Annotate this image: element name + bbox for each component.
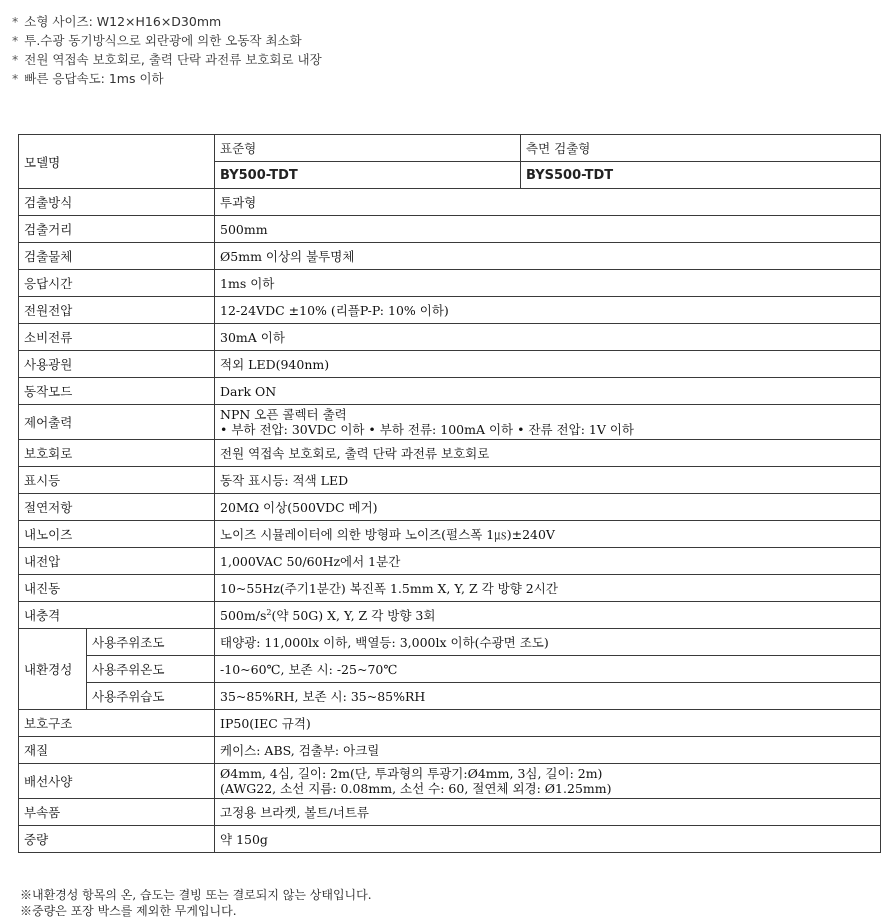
footnote: ※중량은 포장 박스를 제외한 무게입니다. — [20, 904, 237, 918]
sub-label: 사용주위온도 — [87, 656, 215, 683]
row-value: $500m/s^2$(약 50G) X, Y, Z 각 방향 3회 — [215, 602, 881, 629]
table-row — [19, 521, 881, 548]
feature-item: * 투.수광 동기방식으로 외란광에 의한 오동작 최소화 — [12, 33, 302, 48]
control-line-2: • 부하 전압: 30VDC 이하 • 부하 전류: 100mA 이하 • 잔류 전압: 1V 이하 — [220, 422, 634, 437]
row-value: -10~60℃, 보존 시: -25~70℃ — [215, 656, 881, 683]
spec-table — [18, 134, 881, 853]
row-label: 보호구조 — [19, 710, 215, 737]
cable-line-2: (AWG22, 소선 지름: 0.08mm, 소선 수: 60, 절연체 외경: Ø1.25mm) — [220, 781, 612, 796]
row-value: 500mm — [215, 216, 881, 243]
row-value: 케이스: ABS, 검출부: 아크릴 — [215, 737, 881, 764]
cable-line-1: Ø4mm, 4심, 길이: 2m(단, 투과형의 투광기:Ø4mm, 3심, 길이: 2m) — [220, 766, 603, 781]
type-standard: 표준형 — [215, 135, 521, 162]
table-row — [19, 764, 881, 799]
footnotes — [20, 887, 372, 919]
table-row — [19, 324, 881, 351]
row-label: 중량 — [19, 826, 215, 853]
row-value — [215, 405, 881, 440]
table-row — [19, 467, 881, 494]
table-row — [19, 243, 881, 270]
row-value: 30mA 이하 — [215, 324, 881, 351]
row-value: 투과형 — [215, 189, 881, 216]
table-row — [19, 826, 881, 853]
table-row — [19, 297, 881, 324]
table-row — [19, 351, 881, 378]
row-value: 1,000VAC 50/60Hz에서 1분간 — [215, 548, 881, 575]
row-label: 동작모드 — [19, 378, 215, 405]
table-row — [19, 575, 881, 602]
table-row — [19, 216, 881, 243]
row-value: 1ms 이하 — [215, 270, 881, 297]
row-label: 재질 — [19, 737, 215, 764]
model-side: BYS500-TDT — [521, 162, 881, 189]
row-label: 표시등 — [19, 467, 215, 494]
row-label: 검출방식 — [19, 189, 215, 216]
row-label: 부속품 — [19, 799, 215, 826]
table-row — [19, 494, 881, 521]
model-standard: BY500-TDT — [215, 162, 521, 189]
feature-item: * 소형 사이즈: W12×H16×D30mm — [12, 14, 222, 29]
row-value: 적외 LED(940nm) — [215, 351, 881, 378]
table-row — [19, 656, 881, 683]
table-row — [19, 270, 881, 297]
table-row — [19, 683, 881, 710]
table-row — [19, 378, 881, 405]
control-line-1: NPN 오픈 콜렉터 출력 — [220, 407, 347, 422]
row-label: 내전압 — [19, 548, 215, 575]
sub-label: 사용주위습도 — [87, 683, 215, 710]
row-value: 12-24VDC ±10% (리플P-P: 10% 이하) — [215, 297, 881, 324]
row-value: Ø5mm 이상의 불투명체 — [215, 243, 881, 270]
row-label: 사용광원 — [19, 351, 215, 378]
row-value: 전원 역접속 보호회로, 출력 단락 과전류 보호회로 — [215, 440, 881, 467]
table-row — [19, 135, 881, 162]
row-label-model: 모델명 — [19, 135, 215, 189]
table-row — [19, 548, 881, 575]
row-label: 절연저항 — [19, 494, 215, 521]
row-value: 35~85%RH, 보존 시: 35~85%RH — [215, 683, 881, 710]
row-value: 노이즈 시뮬레이터에 의한 방형파 노이즈(펄스폭 1㎲)±240V — [215, 521, 881, 548]
row-value: 20MΩ 이상(500VDC 메거) — [215, 494, 881, 521]
row-value: IP50(IEC 규격) — [215, 710, 881, 737]
feature-item: * 전원 역접속 보호회로, 출력 단락 과전류 보호회로 내장 — [12, 52, 322, 67]
sub-label: 사용주위조도 — [87, 629, 215, 656]
row-label: 전원전압 — [19, 297, 215, 324]
row-value — [215, 764, 881, 799]
table-row — [19, 440, 881, 467]
row-value: 태양광: 11,000lx 이하, 백열등: 3,000lx 이하(수광면 조도) — [215, 629, 881, 656]
row-value: 10~55Hz(주기1분간) 복진폭 1.5mm X, Y, Z 각 방향 2시간 — [215, 575, 881, 602]
row-value: 고정용 브라켓, 볼트/너트류 — [215, 799, 881, 826]
row-value: 동작 표시등: 적색 LED — [215, 467, 881, 494]
row-label: 검출거리 — [19, 216, 215, 243]
table-row — [19, 602, 881, 629]
row-value: 약 150g — [215, 826, 881, 853]
row-label: 내진동 — [19, 575, 215, 602]
row-label-env: 내환경성 — [19, 629, 87, 710]
table-row — [19, 629, 881, 656]
row-value: Dark ON — [215, 378, 881, 405]
row-label: 내노이즈 — [19, 521, 215, 548]
feature-item: * 빠른 응답속도: 1ms 이하 — [12, 71, 164, 86]
row-label: 소비전류 — [19, 324, 215, 351]
row-label: 응답시간 — [19, 270, 215, 297]
row-label: 배선사양 — [19, 764, 215, 799]
row-label: 내충격 — [19, 602, 215, 629]
type-side: 측면 검출형 — [521, 135, 881, 162]
table-row — [19, 405, 881, 440]
row-label: 검출물체 — [19, 243, 215, 270]
table-row — [19, 189, 881, 216]
row-label: 보호회로 — [19, 440, 215, 467]
table-row — [19, 710, 881, 737]
row-label: 제어출력 — [19, 405, 215, 440]
feature-list — [12, 12, 322, 88]
footnote: ※내환경성 항목의 온, 습도는 결빙 또는 결로되지 않는 상태입니다. — [20, 888, 372, 902]
table-row — [19, 799, 881, 826]
table-row — [19, 737, 881, 764]
